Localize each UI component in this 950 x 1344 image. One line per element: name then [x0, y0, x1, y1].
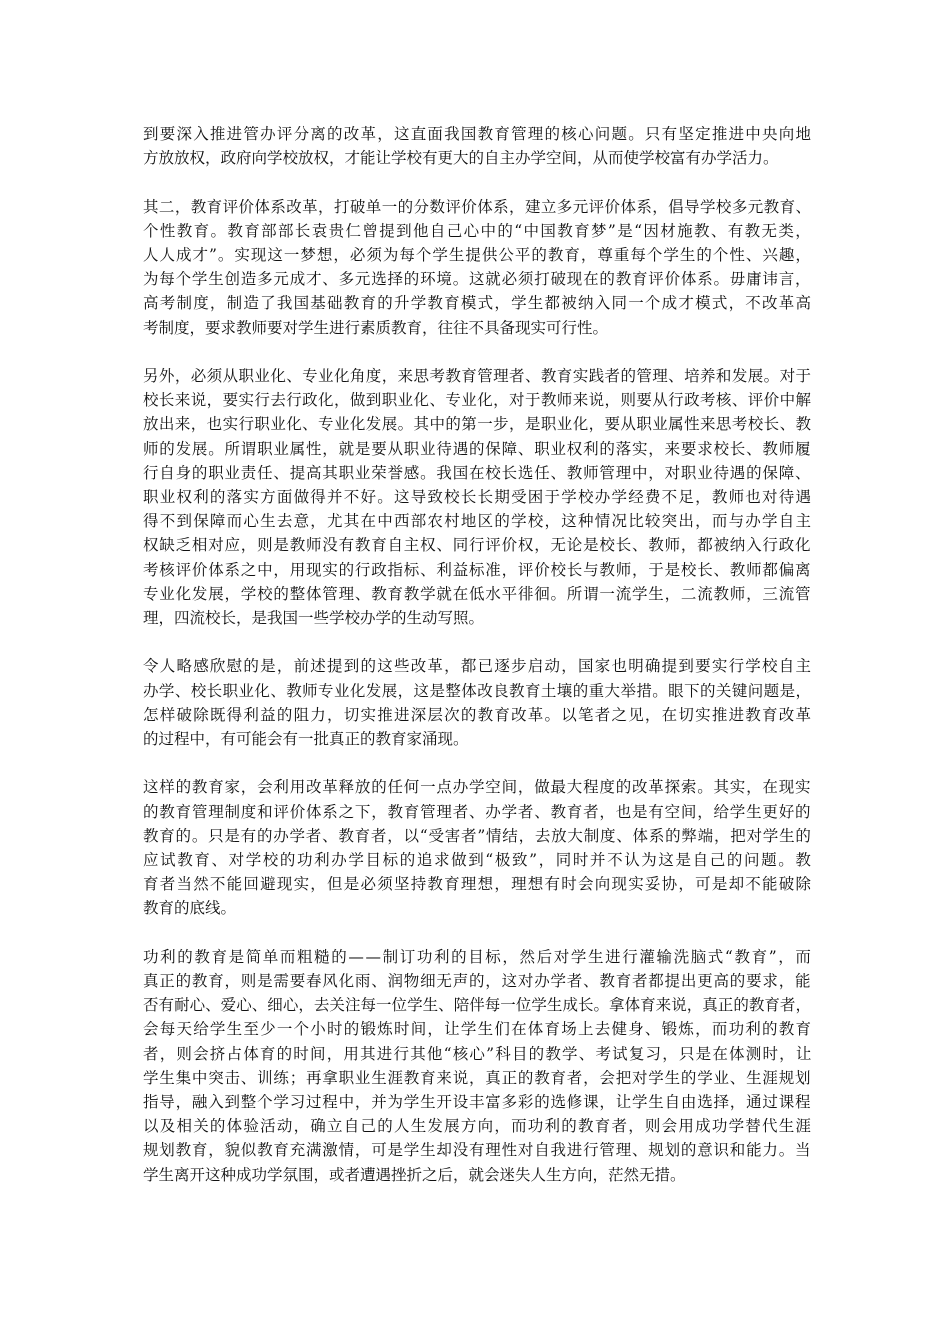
text-line: 学生集中突击、训练；再拿职业生涯教育来说，真正的教育者，会把对学生的学业、生涯规划 — [143, 1068, 812, 1087]
text-line: 办学、校长职业化、教师专业化发展，这是整体改良教育土壤的重大举措。眼下的关键问题是， — [143, 681, 812, 700]
text-line: 人人成才”。实现这一梦想，必须为每个学生提供公平的教育，尊重每个学生的个性、兴趣， — [143, 246, 812, 264]
text-line: 规划教育，貌似教育充满激情，可是学生却没有理性对自我进行管理、规划的意识和能力。当 — [143, 1141, 812, 1160]
text-line: 学生离开这种成功学氛围，或者遭遇挫折之后，就会迷失人生方向，茫然无措。 — [143, 1165, 686, 1184]
text-line: 方放放权，政府向学校放权，才能让学校有更大的自主办学空间，从而使学校富有办学活力。 — [143, 149, 779, 168]
text-line: 到要深入推进管办评分离的改革，这直面我国教育管理的核心问题。只有坚定推进中央向地 — [143, 125, 813, 143]
text-line: 的教育管理制度和评价体系之下，教育管理者、办学者、教育者，也是有空间，给学生更好的 — [143, 802, 812, 821]
text-line: 专业化发展，学校的整体管理、教育教学就在低水平徘徊。所谓一流学生，二流教师，三流管 — [143, 584, 812, 603]
paragraph — [143, 775, 811, 920]
text-line: 得不到保障而心生去意，尤其在中西部农村地区的学校，这种情况比较突出，而与办学自主 — [143, 512, 813, 531]
text-line: 师的发展。所谓职业属性，就是要从职业待遇的保障、职业权利的落实，来要求校长、教师履 — [143, 439, 812, 458]
text-line: 令人略感欣慰的是，前述提到的这些改革，都已逐步启动，国家也明确提到要实行学校自主 — [143, 657, 813, 676]
text-line: 这样的教育家，会利用改革释放的任何一点办学空间，做最大程度的改革探索。其实，在现实 — [143, 778, 812, 797]
text-line: 个性教育。教育部部长袁贵仁曾提到他自己心中的“中国教育梦”是“因材施教、有教无类， — [143, 221, 813, 240]
text-line: 功利的教育是简单而粗糙的——制订功利的目标，然后对学生进行灌输洗脑式“教育”，而 — [143, 947, 813, 966]
text-line: 教育的底线。 — [143, 899, 237, 918]
paragraph — [143, 654, 811, 751]
text-line: 的过程中，有可能会有一批真正的教育家涌现。 — [143, 730, 469, 749]
text-line: 高考制度，制造了我国基础教育的升学教育模式，学生都被纳入同一个成才模式，不改革高 — [143, 294, 813, 313]
document-body — [143, 122, 811, 1211]
text-line: 另外，必须从职业化、专业化角度，来思考教育管理者、教育实践者的管理、培养和发展。对于 — [143, 367, 812, 385]
text-line: 怎样破除既得利益的阻力，切实推进深层次的教育改革。以笔者之见，在切实推进教育改革 — [143, 705, 813, 724]
paragraph — [143, 195, 811, 340]
text-line: 职业权利的落实方面做得并不好。这导致校长长期受困于学校办学经费不足，教师也对待遇 — [143, 488, 813, 507]
text-line: 校长来说，要实行去行政化，做到职业化、专业化，对于教师来说，则要从行政考核、评价中解 — [143, 391, 812, 410]
text-line: 育者当然不能回避现实，但是必须坚持教育理想，理想有时会向现实妥协，可是却不能破除 — [143, 875, 813, 894]
text-line: 行自身的职业责任、提高其职业荣誉感。我国在校长选任、教师管理中，对职业待遇的保障、 — [143, 463, 812, 482]
paragraph — [143, 122, 811, 170]
text-line: 否有耐心、爱心、细心，去关注每一位学生、陪伴每一位学生成长。拿体育来说，真正的教育者， — [143, 996, 811, 1015]
text-line: 真正的教育，则是需要春风化雨、润物细无声的，这对办学者、教育者都提出更高的要求，能 — [143, 972, 812, 991]
text-line: 考制度，要求教师要对学生进行素质教育，往往不具备现实可行性。 — [143, 318, 609, 337]
text-line: 以及相关的体验活动，确立自己的人生发展方向，而功利的教育者，则会用成功学替代生涯 — [143, 1117, 813, 1136]
text-line: 应试教育、对学校的功利办学目标的追求做到“极致”，同时并不认为这是自己的问题。教 — [143, 851, 813, 870]
text-line: 其二，教育评价体系改革，打破单一的分数评价体系，建立多元评价体系，倡导学校多元教育、 — [143, 197, 812, 216]
paragraph — [143, 945, 811, 1187]
text-line: 放出来，也实行职业化、专业化发展。其中的第一步，是职业化，要从职业属性来思考校长、教 — [143, 415, 812, 434]
text-line: 者，则会挤占体育的时间，用其进行其他“核心”科目的教学、考试复习，只是在体测时，让 — [143, 1044, 813, 1063]
text-line: 理，四流校长，是我国一些学校办学的生动写照。 — [143, 609, 485, 628]
text-line: 指导，融入到整个学习过程中，并为学生开设丰富多彩的选修课，让学生自由选择，通过课程 — [143, 1093, 812, 1112]
paragraph — [143, 364, 811, 630]
text-line: 权缺乏相对应，则是教师没有教育自主权、同行评价权，无论是校长、教师，都被纳入行政化 — [143, 536, 812, 555]
text-line: 为每个学生创造多元成才、多元选择的环境。这就必须打破现在的教育评价体系。毋庸讳言， — [143, 270, 812, 289]
text-line: 考核评价体系之中，用现实的行政指标、利益标准，评价校长与教师，于是校长、教师都偏离 — [143, 560, 812, 579]
text-line: 教育的。只是有的办学者、教育者，以“受害者”情结，去放大制度、体系的弊端，把对学生的 — [143, 826, 812, 845]
text-line: 会每天给学生至少一个小时的锻炼时间，让学生们在体育场上去健身、锻炼，而功利的教育 — [143, 1020, 813, 1039]
